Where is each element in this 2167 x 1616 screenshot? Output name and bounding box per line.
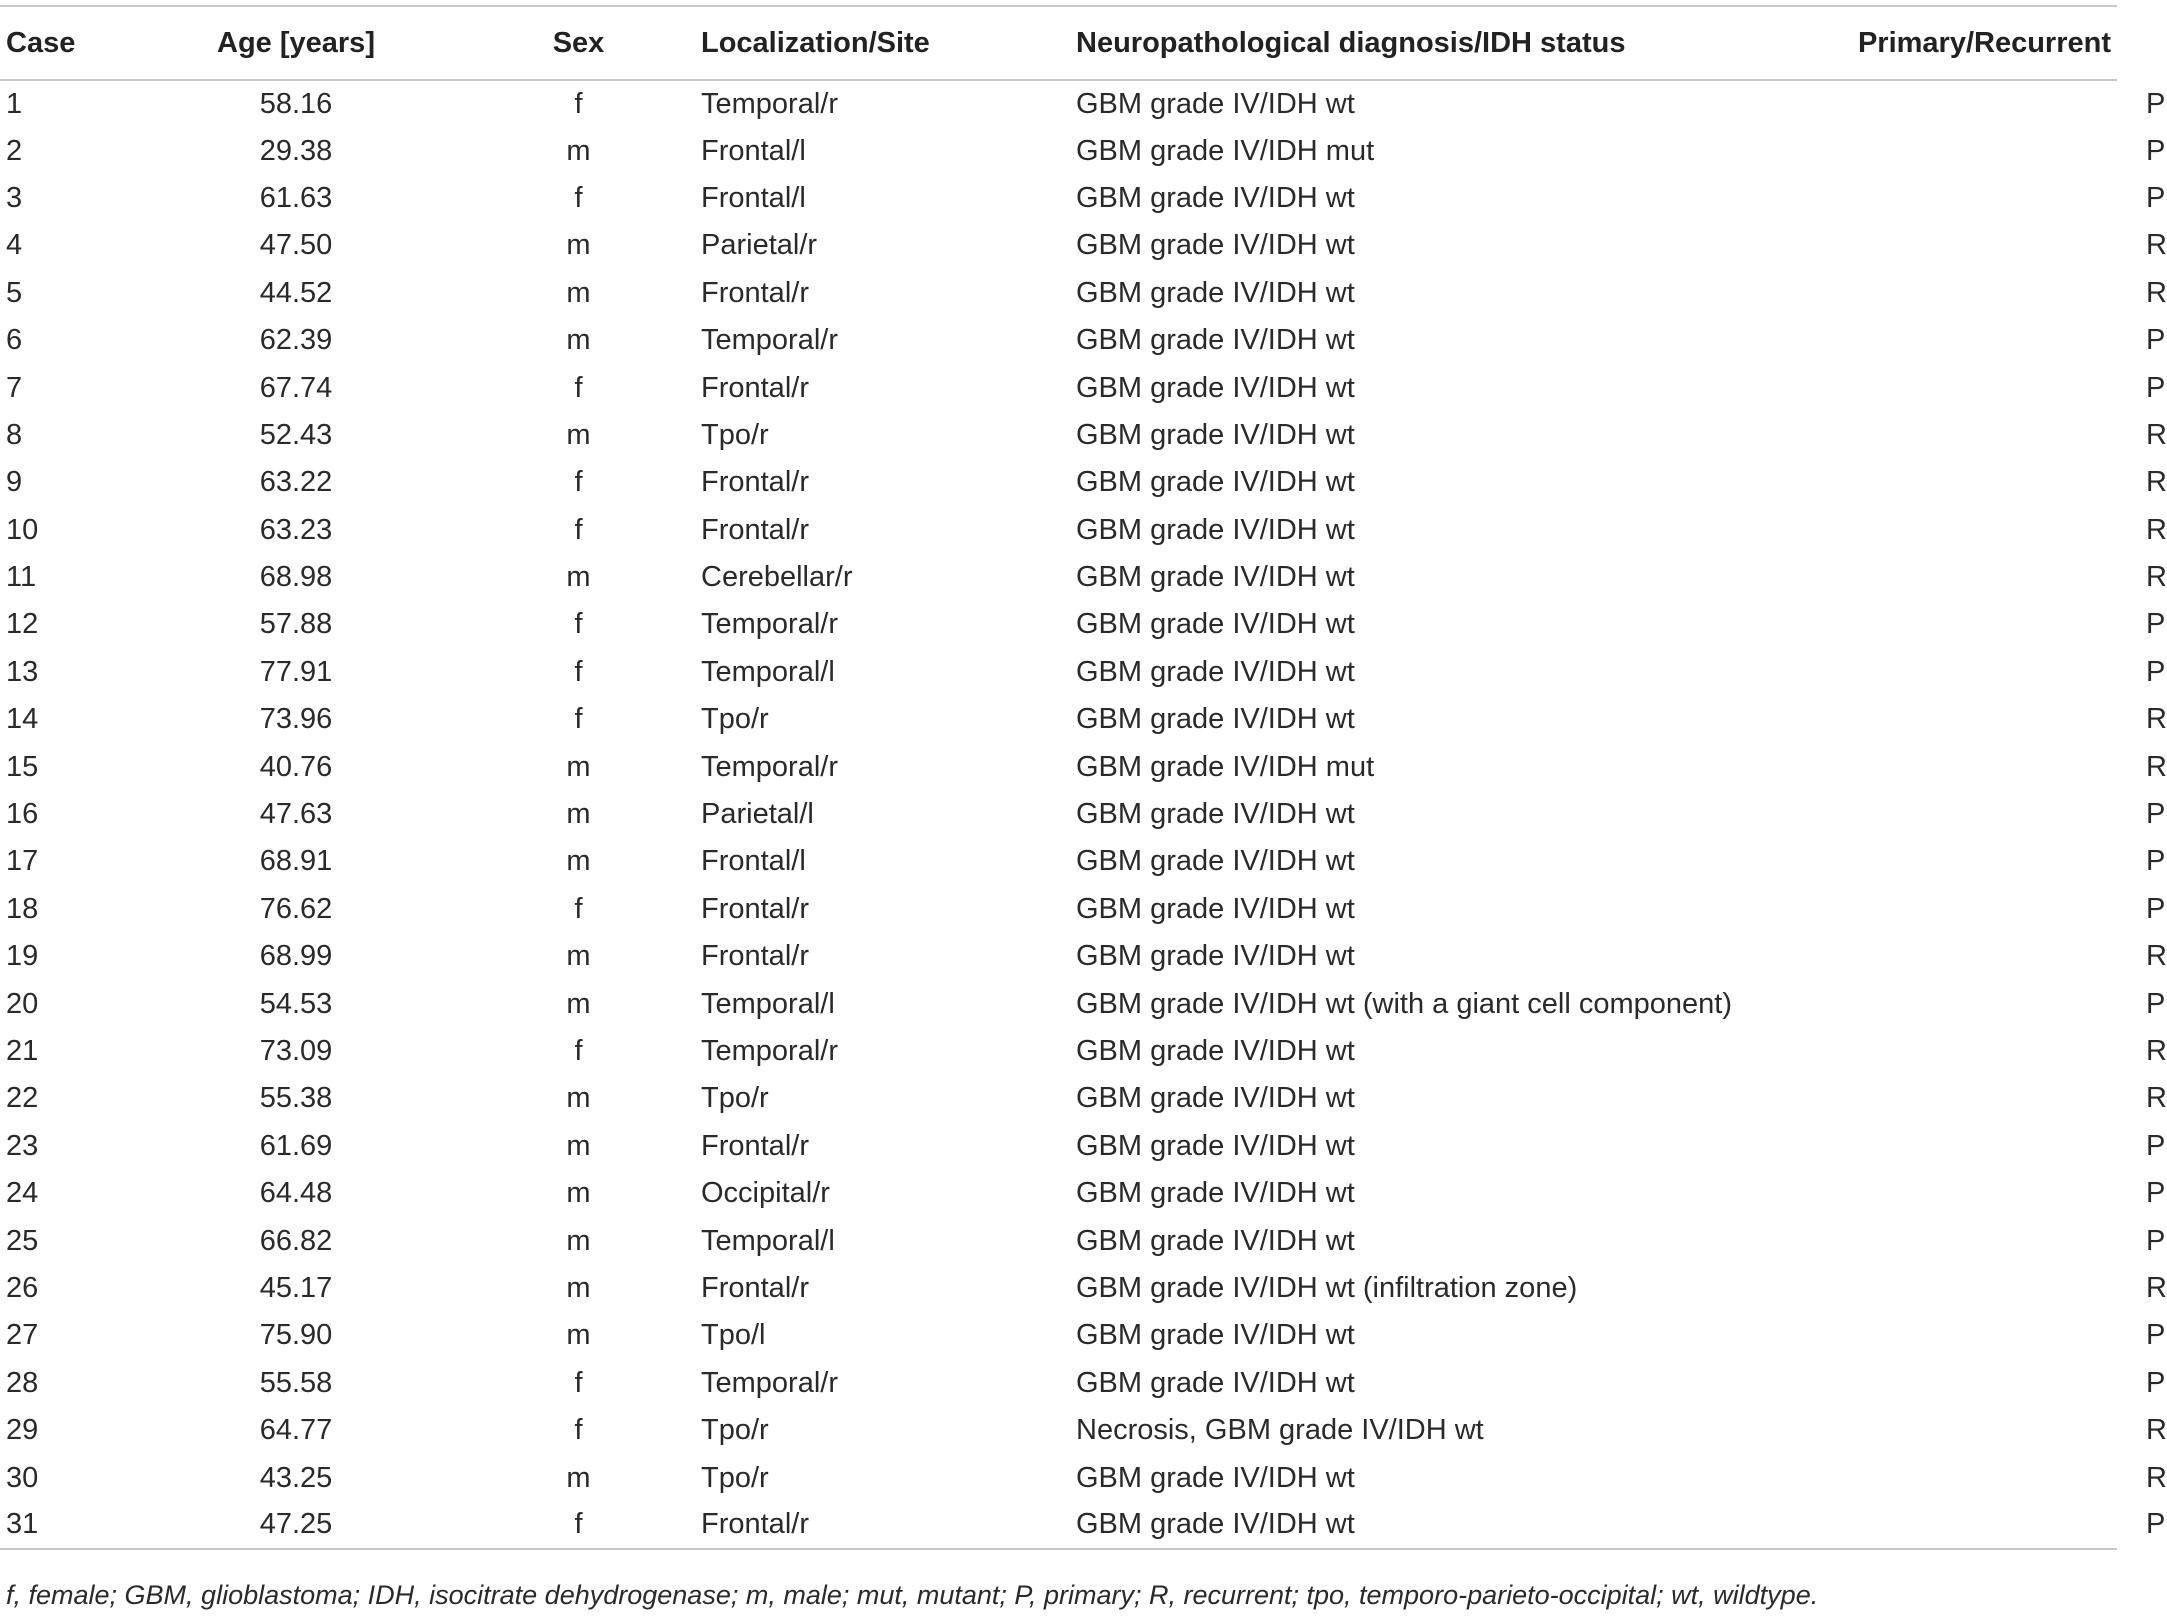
table-row [0,743,2117,790]
cell-age: 47.50 [259,229,333,262]
table-row [0,933,2117,980]
cell-diagnosis: GBM grade IV/IDH wt [1076,1224,1355,1257]
cell-site: Frontal/r [701,1502,1076,1549]
cell-age: 68.99 [259,940,333,973]
cell-diagnosis: GBM grade IV/IDH wt [1076,418,1355,451]
cell-site: Temporal/l [701,655,835,688]
cell-case: 29 [6,1414,39,1447]
cell-age: 52.43 [259,418,333,451]
cell-case: 30 [6,1461,39,1494]
cell-primary-recurrent: P [2146,1129,2166,1162]
table-row [0,1170,2117,1217]
cell-sex: f [574,466,583,499]
cell-diagnosis: GBM grade IV/IDH wt [1076,466,1355,499]
cell-age: 75.90 [259,1319,333,1352]
cell-site: Tpo/r [701,1414,769,1447]
cell-site: Frontal/r [701,940,809,973]
cell-primary-recurrent: R [2146,703,2167,736]
table-row [0,507,2117,554]
cell-primary-recurrent: R [2146,750,2167,783]
cell-age: 55.38 [259,1082,333,1115]
cell-age: 29.38 [259,134,333,167]
table-header [0,6,2117,80]
cell-diagnosis: GBM grade IV/IDH wt [1076,1502,1816,1549]
cell-case: 21 [6,1035,39,1067]
cell-sex: f [574,703,583,736]
cell-sex: m [566,1461,591,1494]
table-row [0,1312,2117,1359]
cell-case: 31 [0,1502,136,1549]
cell-age: 58.16 [259,87,333,120]
cell-age: 54.53 [259,987,333,1020]
cell-diagnosis: GBM grade IV/IDH wt [1076,276,1355,309]
cell-site: Temporal/r [701,324,838,357]
cell-age: 45.17 [259,1271,333,1304]
cell-diagnosis: GBM grade IV/IDH wt [1076,608,1355,641]
cell-primary-recurrent: R [2146,276,2167,309]
cell-primary-recurrent: R [2146,513,2167,546]
cell-case: 15 [6,750,39,783]
header-localization: Localization/Site [701,6,1076,80]
table-row [0,80,2117,127]
cell-sex: m [566,229,591,262]
cell-diagnosis: GBM grade IV/IDH wt [1076,892,1355,925]
cell-sex: f [574,181,583,214]
cell-case: 6 [6,324,23,357]
cell-site: Parietal/r [701,229,818,262]
cell-diagnosis: GBM grade IV/IDH wt [1076,1082,1355,1115]
cell-case: 13 [6,655,39,688]
cell-primary-recurrent: P [2146,608,2166,641]
cell-site: Temporal/r [701,750,838,783]
cell-diagnosis: GBM grade IV/IDH wt [1076,513,1355,546]
cell-case: 2 [6,134,23,167]
cell-primary-recurrent: P [2146,324,2166,357]
header-sex: Sex [456,6,701,80]
cell-case: 3 [6,181,23,214]
cell-site: Temporal/l [701,1224,835,1257]
cell-primary-recurrent: P [2146,1177,2166,1210]
cell-sex: f [574,1035,583,1067]
cell-age: 62.39 [259,324,333,357]
table-footnote: f, female; GBM, glioblastoma; IDH, isocitrate dehydrogenase; m, male; mut, mutant; P, primary; R, recurrent; tpo, temporo-parieto-occipital; wt, wildtype. [6,1580,1819,1610]
cell-diagnosis: GBM grade IV/IDH mut [1076,750,1375,783]
cell-primary-recurrent: P [2146,1224,2166,1257]
cell-age: 64.48 [259,1177,333,1210]
cell-primary-recurrent: P [2146,798,2166,831]
cell-case: 11 [6,561,37,594]
cell-primary-recurrent: R [2146,418,2167,451]
cell-sex: m [566,561,591,594]
cell-primary-recurrent: R [2146,1035,2167,1067]
table-row [0,364,2117,411]
cell-case: 17 [6,845,39,878]
cell-case: 23 [6,1129,39,1162]
cell-sex: m [566,324,591,357]
cell-site: Tpo/r [701,1082,769,1115]
cell-sex: f [574,1366,583,1399]
cell-age: 76.62 [259,892,333,925]
cell-age: 63.22 [259,466,333,499]
cell-primary-recurrent: R [2146,1414,2167,1447]
cell-sex: f [574,608,583,641]
cell-primary-recurrent: P [2146,371,2166,404]
cell-diagnosis: GBM grade IV/IDH wt [1076,845,1355,878]
cell-age: 47.63 [259,798,333,831]
cell-diagnosis: GBM grade IV/IDH wt [1076,229,1355,262]
cell-sex: f [574,655,583,688]
table-row [0,1265,2117,1312]
cell-site: Frontal/r [701,371,809,404]
cell-diagnosis: GBM grade IV/IDH wt [1076,1177,1355,1210]
cell-diagnosis: GBM grade IV/IDH wt [1076,1129,1355,1162]
table-row [0,1502,2117,1549]
cell-primary-recurrent: R [2146,561,2167,594]
cell-diagnosis: GBM grade IV/IDH wt [1076,703,1355,736]
cell-site: Occipital/r [701,1177,830,1210]
cell-case: 27 [6,1319,39,1352]
header-diagnosis: Neuropathological diagnosis/IDH status [1076,6,1816,80]
cell-case: 28 [6,1366,39,1399]
cell-sex: m [566,987,591,1020]
cell-age: 57.88 [259,608,333,641]
table-row [0,175,2117,222]
cell-sex: m [566,1177,591,1210]
table-row [0,127,2117,174]
cell-case: 26 [6,1271,39,1304]
cell-case: 8 [6,418,23,451]
cell-case: 20 [6,987,39,1020]
cell-primary-recurrent: P [2146,134,2166,167]
cell-diagnosis: GBM grade IV/IDH wt [1076,1319,1355,1352]
table-row [0,1217,2117,1264]
cell-diagnosis: GBM grade IV/IDH wt [1076,798,1355,831]
cell-primary-recurrent: R [2146,466,2167,499]
table-row [0,1407,2117,1454]
table-row [0,412,2117,459]
cell-diagnosis: GBM grade IV/IDH wt (with a giant cell component) [1076,987,1732,1020]
table-row [0,649,2117,696]
cell-site: Frontal/r [701,1129,809,1162]
cell-diagnosis: GBM grade IV/IDH wt [1076,87,1355,120]
cell-primary-recurrent: P [2146,845,2166,878]
cell-sex: f [574,892,583,925]
cell-case: 1 [6,87,23,120]
cell-primary-recurrent: P [2146,892,2166,925]
cell-case: 24 [6,1177,39,1210]
cell-sex: m [566,134,591,167]
cell-primary-recurrent: P [2146,1319,2166,1352]
cell-primary-recurrent: R [2146,229,2167,262]
cell-diagnosis: GBM grade IV/IDH wt [1076,940,1355,973]
cell-sex: f [456,1502,701,1549]
cell-age: 43.25 [259,1461,333,1494]
cell-diagnosis: GBM grade IV/IDH wt [1076,1366,1355,1399]
cell-primary-recurrent: R [2146,940,2167,973]
cell-age: 61.69 [259,1129,333,1162]
cell-primary-recurrent: P [2146,181,2166,214]
cell-age: 47.25 [136,1502,456,1549]
table-row [0,222,2117,269]
cell-sex: m [566,1271,591,1304]
cell-case: 7 [6,371,23,404]
header-row [0,6,2117,80]
cell-site: Temporal/r [701,1035,838,1067]
table-row [0,1123,2117,1170]
cell-sex: m [566,798,591,831]
cell-site: Frontal/r [701,466,809,499]
cell-primary-recurrent: R [2146,1082,2167,1115]
cell-sex: m [566,276,591,309]
table-row [0,886,2117,933]
cell-site: Frontal/l [701,845,806,878]
table-row [0,459,2117,506]
cell-sex: f [574,513,583,546]
cell-site: Temporal/r [701,608,838,641]
table-row [0,601,2117,648]
cell-site: Tpo/r [701,1461,769,1494]
cell-age: 77.91 [259,655,333,688]
cell-site: Tpo/r [701,703,769,736]
cell-age: 73.09 [259,1035,333,1067]
table-row [0,696,2117,743]
cell-sex: m [566,940,591,973]
cell-case: 22 [6,1082,39,1115]
table-row [0,791,2117,838]
cell-sex: f [574,371,583,404]
cell-case: 5 [6,276,23,309]
cell-sex: m [566,1082,591,1115]
table-row [0,317,2117,364]
cell-primary-recurrent: R [2146,1461,2167,1494]
cell-age: 68.91 [259,845,333,878]
cell-sex: m [566,418,591,451]
cell-sex: m [566,1224,591,1257]
cell-case: 4 [6,229,23,262]
cell-diagnosis: GBM grade IV/IDH wt (infiltration zone) [1076,1271,1578,1304]
cell-age: 61.63 [259,181,333,214]
cell-sex: m [566,750,591,783]
patient-table [0,5,2167,1550]
cell-age: 63.23 [259,513,333,546]
table-row [0,838,2117,885]
cell-age: 73.96 [259,703,333,736]
cell-age: 66.82 [259,1224,333,1257]
cell-primary-recurrent: P [2146,987,2166,1020]
table-row [0,1360,2117,1407]
cell-sex: m [566,1319,591,1352]
table-row [0,980,2117,1027]
cell-case: 18 [6,892,39,925]
table-row [0,1075,2117,1122]
cell-case: 9 [6,466,23,499]
cell-diagnosis: GBM grade IV/IDH wt [1076,1461,1355,1494]
cell-site: Frontal/r [701,1271,809,1304]
cell-primary-recurrent: P [1816,1502,2117,1549]
cell-diagnosis: GBM grade IV/IDH wt [1076,1035,1355,1067]
header-primary-recurrent: Primary/Recurrent [1816,6,2117,80]
cell-age: 67.74 [259,371,333,404]
table-row [0,554,2117,601]
cell-site: Frontal/r [701,276,809,309]
cell-site: Parietal/l [701,798,814,831]
cell-sex: f [574,1414,583,1447]
cell-case: 16 [6,798,39,831]
cell-site: Temporal/l [701,987,835,1020]
table-row [0,1454,2117,1501]
cell-case: 12 [6,608,39,641]
cell-site: Frontal/r [701,513,809,546]
table-row [0,1028,2117,1075]
cell-site: Frontal/l [701,134,806,167]
cell-primary-recurrent: P [2146,655,2166,688]
cell-diagnosis: GBM grade IV/IDH wt [1076,561,1355,594]
header-age: Age [years] [136,6,456,80]
table-row [0,270,2117,317]
cell-diagnosis: GBM grade IV/IDH wt [1076,655,1355,688]
cell-sex: m [566,845,591,878]
cell-diagnosis: Necrosis, GBM grade IV/IDH wt [1076,1414,1484,1447]
cell-age: 44.52 [259,276,333,309]
cell-sex: f [574,87,583,120]
cell-site: Cerebellar/r [701,561,853,594]
header-case: Case [0,6,136,80]
cell-case: 25 [6,1224,39,1257]
cell-site: Tpo/l [701,1319,766,1352]
cell-diagnosis: GBM grade IV/IDH wt [1076,181,1355,214]
cell-site: Frontal/l [701,181,806,214]
table-body [0,80,2167,1549]
cell-primary-recurrent: P [2146,1366,2166,1399]
cell-sex: m [566,1129,591,1162]
cell-site: Temporal/r [701,1366,838,1399]
cell-site: Tpo/r [701,418,769,451]
cell-diagnosis: GBM grade IV/IDH wt [1076,371,1355,404]
cell-case: 19 [6,940,39,973]
cell-site: Frontal/r [701,892,809,925]
cell-case: 10 [6,513,39,546]
cell-site: Temporal/r [701,87,838,120]
cell-age: 68.98 [259,561,333,594]
cell-diagnosis: GBM grade IV/IDH mut [1076,134,1375,167]
cell-age: 64.77 [259,1414,333,1447]
cell-diagnosis: GBM grade IV/IDH wt [1076,324,1355,357]
cell-primary-recurrent: P [2146,87,2166,120]
cell-age: 55.58 [259,1366,333,1399]
cell-case: 14 [6,703,39,736]
cell-age: 40.76 [259,750,333,783]
cell-primary-recurrent: R [2146,1271,2167,1304]
